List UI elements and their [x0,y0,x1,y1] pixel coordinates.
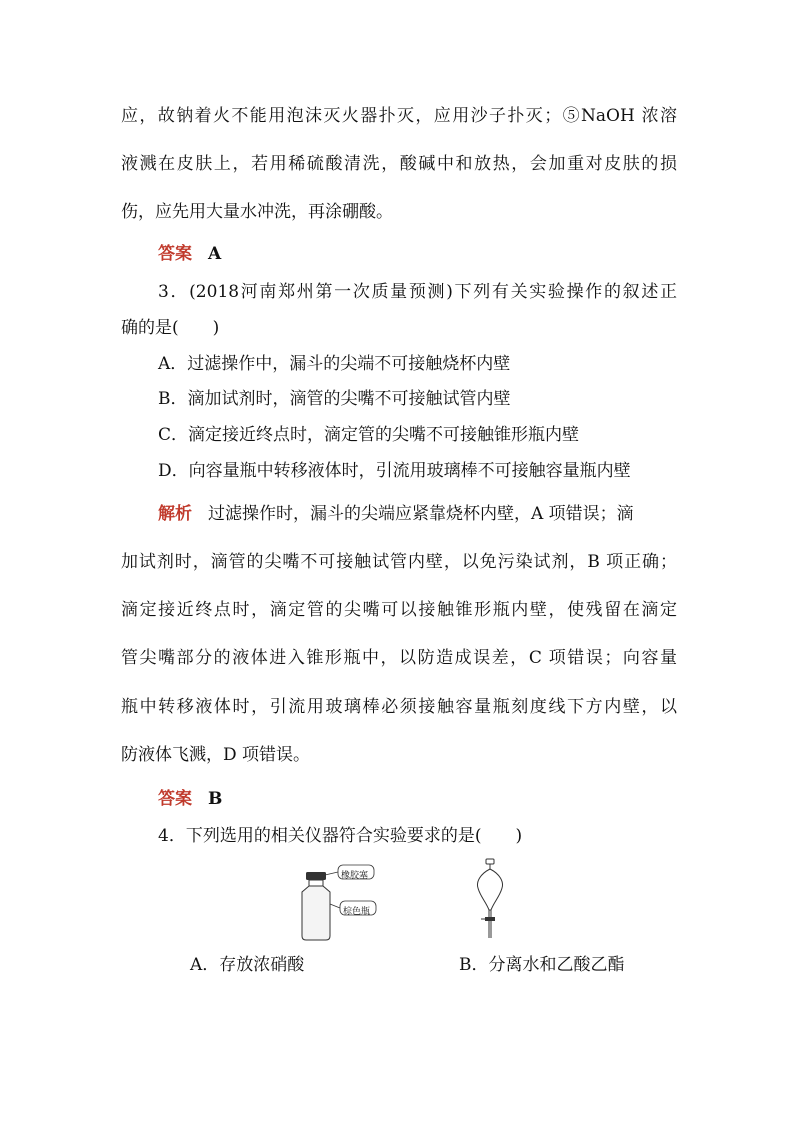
explanation3-line6: 防液体飞溅，D 项错误。 [121,745,311,765]
question3-option-a: A．过滤操作中，漏斗的尖端不可接触烧杯内壁 [158,354,511,374]
question3-option-c: C．滴定接近终点时，滴定管的尖嘴不可接触锥形瓶内壁 [158,425,580,445]
question4-line1: 4．下列选用的相关仪器符合实验要求的是( ) [158,826,523,846]
tag-bottle: 棕色瓶 [343,907,371,917]
question3-line1: 3．(2018河南郑州第一次质量预测)下列有关实验操作的叙述正 [158,282,677,302]
rubber-stopper-shape [306,872,326,880]
question3-line2: 确的是( ) [121,318,220,338]
explanation3-line2: 加试剂时，滴管的尖嘴不可接触试管内壁，以免污染试剂，B 项正确； [121,552,677,572]
explanation-prev-line2: 液溅在皮肤上，若用稀硫酸清洗，酸碱中和放热，会加重对皮肤的损 [121,154,677,174]
explanation-label: 解析 [158,504,192,524]
separatory-funnel-figure [470,856,510,942]
answer-label: 答案 [158,244,192,264]
explanation-prev-line1: 应，故钠着火不能用泡沫灭火器扑灭，应用沙子扑灭；⑤NaOH 浓溶 [121,106,677,126]
answer-value: B [208,789,223,809]
figure-a-caption: A．存放浓硝酸 [190,955,305,975]
explanation3-line1-wrap [158,504,677,524]
question3-option-d: D．向容量瓶中转移液体时，引流用玻璃棒不可接触容量瓶内壁 [158,461,631,481]
explanation3-line4: 管尖嘴部分的液体进入锥形瓶中，以防造成误差，C 项错误；向容量 [121,648,677,668]
explanation-prev-line3: 伤，应先用大量水冲洗，再涂硼酸。 [121,202,393,222]
figure-b-caption: B．分离水和乙酸乙酯 [459,955,625,975]
funnel-body-shape [478,869,503,910]
stopcock-shape [485,917,495,921]
explanation3-line3: 滴定接近终点时，滴定管的尖嘴可以接触锥形瓶内壁，使残留在滴定 [121,600,677,620]
answer3 [158,789,677,809]
explanation3-line5: 瓶中转移液体时，引流用玻璃棒必须接触容量瓶刻度线下方内壁，以 [121,697,677,717]
answer-label: 答案 [158,789,192,809]
answer-value: A [208,244,222,264]
bottle-body-shape [302,886,330,940]
answer-prev [158,244,677,264]
explanation3-line1: 过滤操作时，漏斗的尖端应紧靠烧杯内壁，A 项错误；滴 [208,504,634,524]
question3-option-b: B．滴加试剂时，滴管的尖嘴不可接触试管内壁 [158,389,511,409]
tag-stopper: 橡胶塞 [341,871,369,881]
